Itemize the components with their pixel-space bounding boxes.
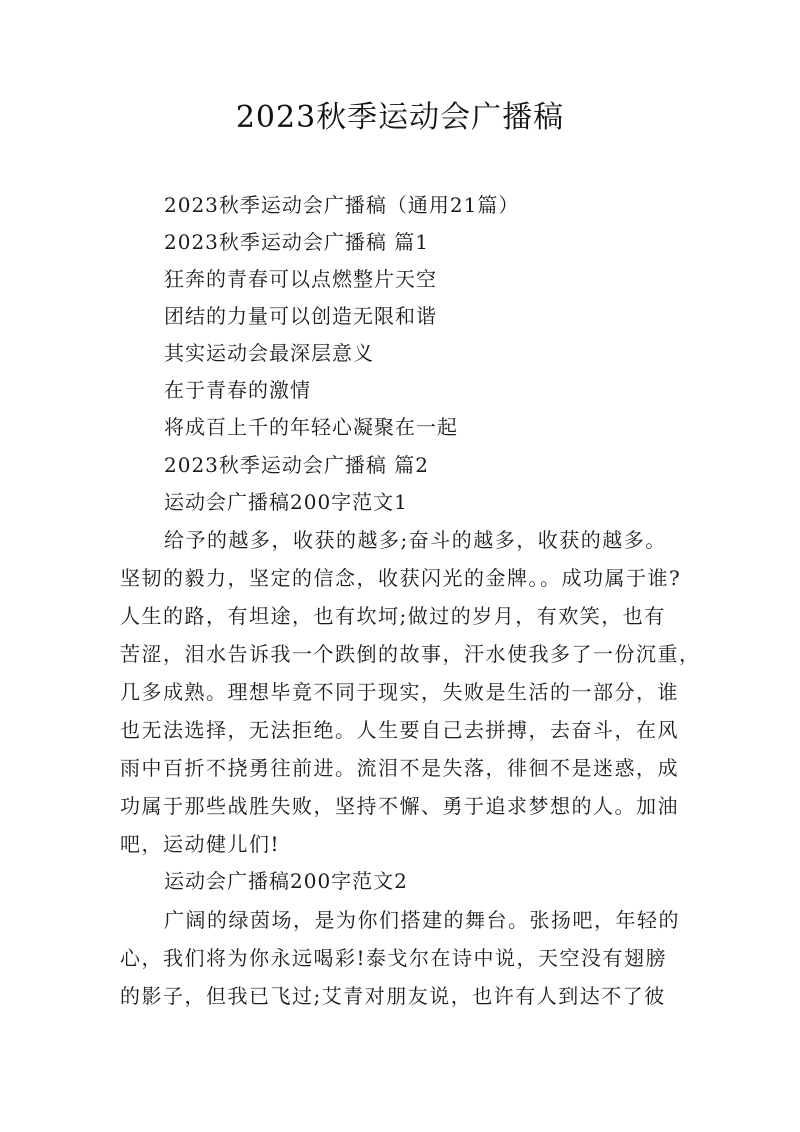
paragraph-line: 功属于那些战胜失败，坚持不懈、勇于追求梦想的人。加油 <box>120 794 679 818</box>
heading-line: 2023秋季运动会广播稿（通用21篇） <box>164 193 520 217</box>
heading-line: 2023秋季运动会广播稿 篇1 <box>164 230 429 254</box>
paragraph-line: 吧，运动健儿们! <box>120 832 281 856</box>
heading-line: 运动会广播稿200字范文1 <box>164 490 408 514</box>
heading-line: 运动会广播稿200字范文2 <box>164 869 408 893</box>
paragraph-line: 也无法选择，无法拒绝。人生要自己去拼搏，去奋斗，在风 <box>120 718 679 742</box>
heading-line: 在于青春的激情 <box>164 378 311 402</box>
heading-line: 将成百上千的年轻心凝聚在一起 <box>164 415 458 439</box>
paragraph-line: 心，我们将为你永远喝彩!泰戈尔在诗中说，天空没有翅膀 <box>120 946 668 970</box>
paragraph-line: 广阔的绿茵场，是为你们搭建的舞台。张扬吧，年轻的 <box>164 908 680 932</box>
paragraph-line: 给予的越多，收获的越多;奋斗的越多，收获的越多。 <box>164 528 667 552</box>
paragraph-line: 的影子，但我已飞过;艾青对朋友说，也许有人到达不了彼 <box>120 984 666 1008</box>
document-title: 2023秋季运动会广播稿 <box>235 100 565 135</box>
heading-line: 其实运动会最深层意义 <box>164 341 374 365</box>
paragraph-line: 雨中百折不挠勇往前进。流泪不是失落，徘徊不是迷惑，成 <box>120 756 679 780</box>
paragraph-line: 几多成熟。理想毕竟不同于现实，失败是生活的一部分，谁 <box>120 680 679 704</box>
paragraph-line: 坚韧的毅力，坚定的信念，收获闪光的金牌。。成功属于谁? <box>120 566 682 590</box>
heading-line: 团结的力量可以创造无限和谐 <box>164 304 437 328</box>
heading-line: 2023秋季运动会广播稿 篇2 <box>164 453 429 477</box>
paragraph-line: 人生的路，有坦途，也有坎坷;做过的岁月，有欢笑，也有 <box>120 604 666 628</box>
paragraph-line: 苦涩，泪水告诉我一个跌倒的故事，汗水使我多了一份沉重， <box>120 642 701 666</box>
heading-line: 狂奔的青春可以点燃整片天空 <box>164 267 437 291</box>
